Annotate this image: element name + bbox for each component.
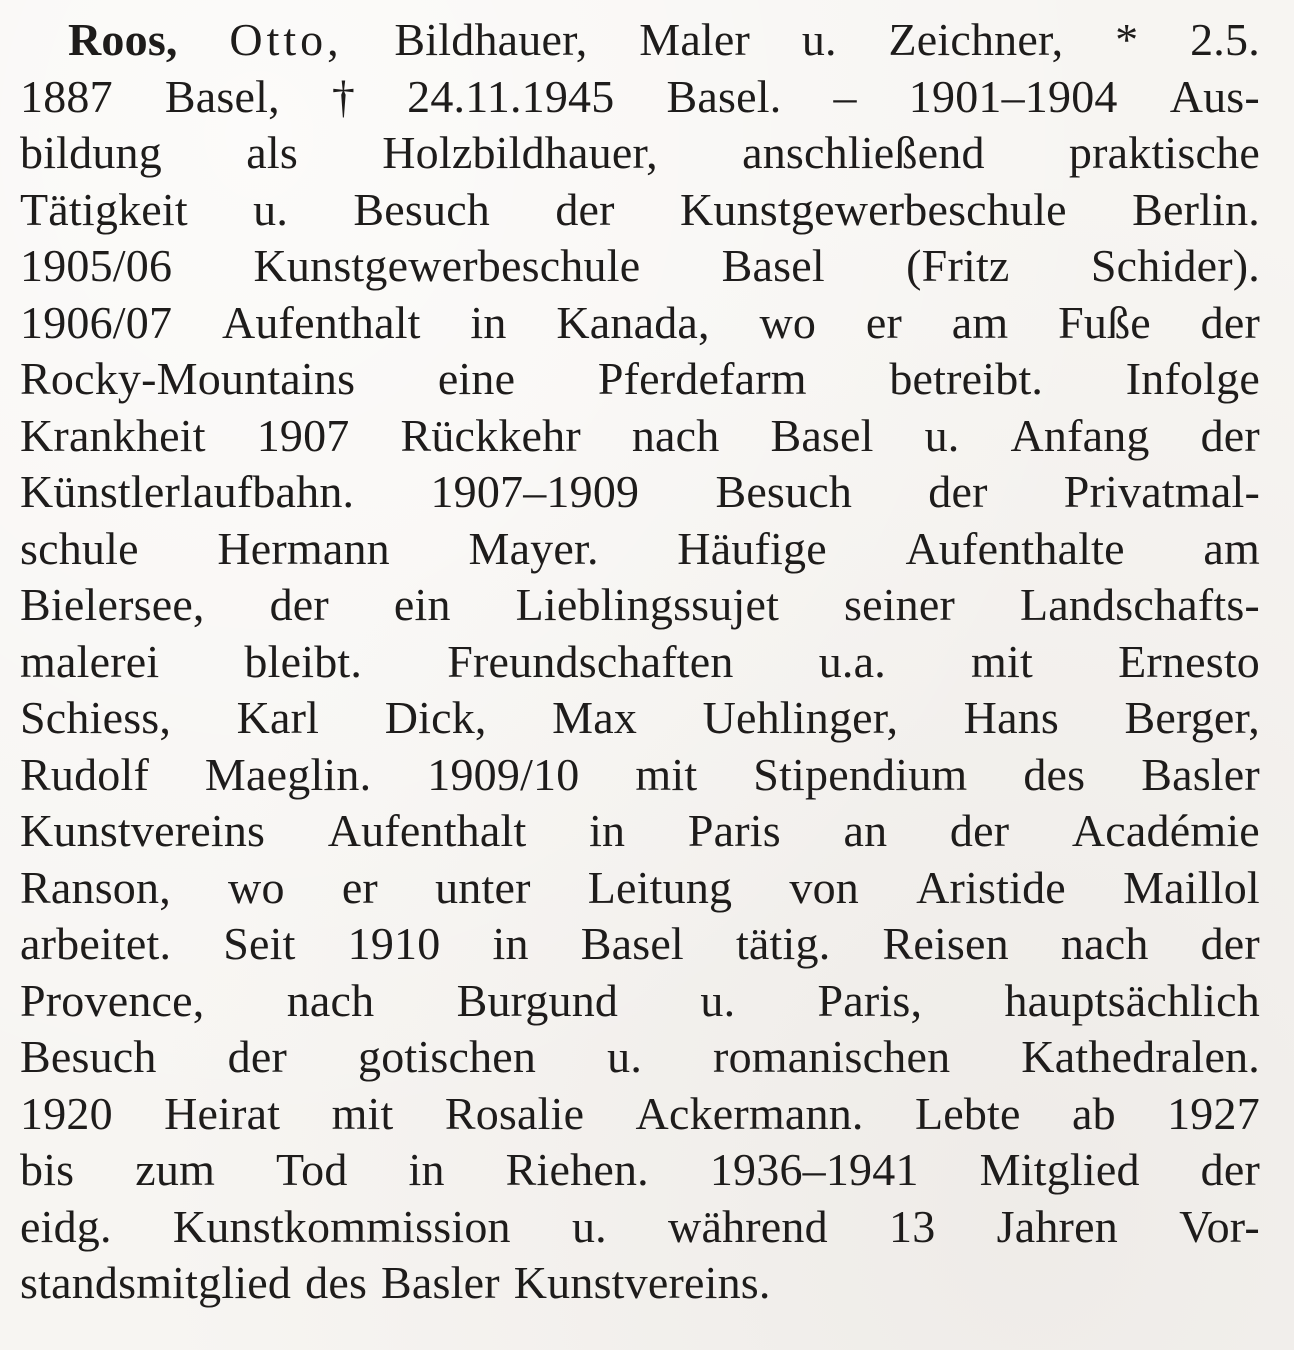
word: Freundschaften (447, 635, 734, 687)
word: Berlin. (1132, 183, 1260, 235)
text-line (20, 12, 1260, 69)
word: Rückkehr (400, 409, 581, 461)
word: Aus- (1169, 70, 1260, 122)
word: Schider). (1090, 240, 1260, 291)
word: Krankheit (20, 409, 206, 461)
word: u. (253, 183, 289, 235)
word: während (668, 1200, 828, 1252)
word: 1901–1904 (908, 70, 1118, 122)
text-line (20, 634, 1260, 691)
text-line (20, 1086, 1260, 1143)
word: Aufenthalt (327, 805, 527, 856)
word: Leitung (587, 861, 733, 913)
word: 13 (889, 1200, 936, 1252)
word: Ranson, (20, 861, 171, 913)
word: u. (571, 1200, 607, 1252)
word: u. (607, 1031, 643, 1082)
word: Besuch (20, 1031, 157, 1082)
text-line (20, 1029, 1260, 1086)
word: Maillol (1123, 861, 1260, 913)
word: Paris, (817, 974, 923, 1026)
word: 1910 (347, 918, 441, 969)
word: Rocky-Mountains (20, 353, 356, 404)
word: Hermann (217, 522, 390, 574)
word: wo (759, 296, 817, 348)
word: eine (437, 353, 516, 404)
word: mit (971, 635, 1033, 687)
word: Besuch (715, 466, 853, 517)
text-line (20, 1199, 1260, 1256)
text-line (20, 521, 1260, 578)
word: schule (20, 522, 139, 574)
word: des (1023, 748, 1086, 800)
word: Tätigkeit (20, 183, 188, 235)
word: Ackermann. (635, 1087, 864, 1139)
word: des (305, 1257, 368, 1308)
word: Rosalie (444, 1087, 585, 1139)
word: Kunstgewerbeschule (253, 240, 641, 291)
word: nach (1060, 918, 1149, 969)
text-line (20, 1255, 1260, 1312)
word: Schiess, (20, 692, 172, 743)
word: Aufenthalte (905, 522, 1125, 574)
word: 1907–1909 (430, 466, 640, 517)
word: Zeichner, (888, 14, 1064, 65)
word: Basel (770, 409, 874, 461)
word: in (408, 1144, 445, 1195)
word: bildung (20, 127, 162, 178)
word: * (1115, 14, 1139, 65)
word: Kunstkommission (172, 1200, 511, 1252)
word: Basel, (164, 70, 280, 122)
word: Académie (1071, 805, 1260, 856)
word: u.a. (818, 635, 886, 687)
word: – (833, 70, 857, 122)
word: Vor- (1179, 1200, 1260, 1252)
word: seiner (843, 579, 956, 630)
word: in (589, 805, 626, 856)
word: Häufige (677, 522, 827, 574)
word: Privatmal- (1063, 466, 1260, 517)
text-line (20, 577, 1260, 634)
word: Kathedralen. (1021, 1031, 1260, 1082)
word: der (928, 466, 988, 517)
text-line (20, 408, 1260, 465)
word: der (227, 1031, 287, 1082)
word: er (341, 861, 378, 913)
word: Otto, (229, 14, 343, 65)
word: Seit (223, 918, 296, 969)
word: Besuch (353, 183, 491, 235)
word: Basel (580, 918, 684, 969)
word: u. (924, 409, 960, 461)
word: Kunstvereins. (513, 1257, 771, 1308)
word: unter (435, 861, 531, 913)
word: betreibt. (889, 353, 1044, 404)
word: eidg. (20, 1200, 112, 1252)
word: praktische (1068, 127, 1260, 178)
word: hauptsächlich (1004, 974, 1260, 1026)
word: Stipendium (753, 748, 968, 800)
word: Reisen (882, 918, 1009, 969)
word: u. (700, 974, 736, 1026)
word: nach (286, 974, 375, 1026)
word: 1909/10 (427, 748, 580, 800)
word: am (1203, 522, 1260, 574)
word: der (1200, 296, 1260, 348)
word: Paris (687, 805, 781, 856)
word: Mayer. (468, 522, 599, 574)
word: der (1200, 918, 1260, 969)
word: mit (635, 748, 698, 800)
word: der (1200, 1144, 1260, 1195)
word: romanischen (713, 1031, 951, 1082)
word: Roos, (68, 14, 178, 65)
word: 1920 (20, 1087, 113, 1139)
text-line (20, 69, 1260, 126)
word: Riehen. (505, 1144, 649, 1195)
text-line (20, 916, 1260, 973)
text-line (20, 464, 1260, 521)
word: mit (331, 1087, 394, 1139)
word: Anfang (1010, 409, 1150, 461)
word: Maeglin. (204, 748, 372, 800)
text-line (20, 1142, 1260, 1199)
word: ein (393, 579, 451, 630)
word: Lebte (914, 1087, 1021, 1139)
word: (Fritz (906, 240, 1010, 291)
word: Lieblingssujet (515, 579, 780, 630)
word: der (949, 805, 1010, 856)
text-line (20, 747, 1260, 804)
word: 1927 (1167, 1087, 1260, 1139)
biography-entry (20, 12, 1260, 1312)
word: Jahren (996, 1200, 1118, 1252)
text-line (20, 182, 1260, 239)
word: Aristide (916, 861, 1066, 913)
word: Bildhauer, (394, 14, 588, 65)
word: bis (20, 1144, 75, 1195)
word: Ernesto (1118, 635, 1260, 687)
text-line (20, 295, 1260, 352)
word: 2.5. (1190, 14, 1260, 65)
text-line (20, 690, 1260, 747)
word: Dick, (384, 692, 487, 743)
word: Fuße (1058, 296, 1151, 348)
text-line (20, 351, 1260, 408)
word: 1887 (20, 70, 113, 122)
word: an (843, 805, 888, 856)
word: Heirat (164, 1087, 281, 1139)
word: Mitglied (979, 1144, 1140, 1195)
word: Rudolf (20, 748, 149, 800)
word: Maler (639, 14, 751, 65)
word: Max (552, 692, 638, 743)
word: Künstlerlaufbahn. (20, 466, 355, 517)
word: u. (801, 14, 837, 65)
word: wo (228, 861, 285, 913)
text-line (20, 125, 1260, 182)
word: Provence, (20, 974, 205, 1026)
text-line (20, 973, 1260, 1030)
word: von (789, 861, 859, 913)
word: Uehlinger, (702, 692, 899, 743)
word: anschließend (742, 127, 985, 178)
word: Bielersee, (20, 579, 205, 630)
word: ab (1071, 1087, 1116, 1139)
word: er (865, 296, 902, 348)
word: arbeitet. (20, 918, 172, 969)
text-line (20, 803, 1260, 860)
word: Karl (236, 692, 320, 743)
word: am (951, 296, 1009, 348)
word: Infolge (1125, 353, 1260, 404)
text-line (20, 238, 1260, 295)
word: † (331, 70, 356, 122)
word: Aufenthalt (221, 296, 421, 348)
word: Berger, (1124, 692, 1260, 743)
word: Landschafts- (1019, 579, 1260, 630)
word: Basler (1141, 748, 1260, 800)
word: Hans (963, 692, 1060, 743)
word: gotischen (358, 1031, 537, 1082)
word: Pferdefarm (597, 353, 807, 404)
word: Tod (276, 1144, 348, 1195)
word: in (492, 918, 529, 969)
text-line (20, 860, 1260, 917)
word: malerei (20, 635, 160, 687)
word: Kanada, (556, 296, 710, 348)
word: 24.11.1945 (407, 70, 615, 122)
word: Kunstgewerbeschule (679, 183, 1067, 235)
word: Burgund (456, 974, 619, 1026)
word: bleibt. (244, 635, 363, 687)
word: Basler (381, 1257, 500, 1308)
word: als (246, 127, 298, 178)
word: der (269, 579, 329, 630)
word: 1905/06 (20, 240, 173, 291)
word: in (470, 296, 507, 348)
word: der (555, 183, 615, 235)
word: 1906/07 (20, 296, 173, 348)
word: zum (135, 1144, 216, 1195)
word: der (1200, 409, 1260, 461)
word: tätig. (735, 918, 831, 969)
word: Holzbildhauer, (382, 127, 658, 178)
word: nach (631, 409, 720, 461)
word: standsmitglied (20, 1257, 292, 1308)
word: 1907 (256, 409, 350, 461)
word: Basel. (666, 70, 782, 122)
word: Basel (721, 240, 825, 291)
word: 1936–1941 (709, 1144, 919, 1195)
word: Kunstvereins (20, 805, 266, 856)
